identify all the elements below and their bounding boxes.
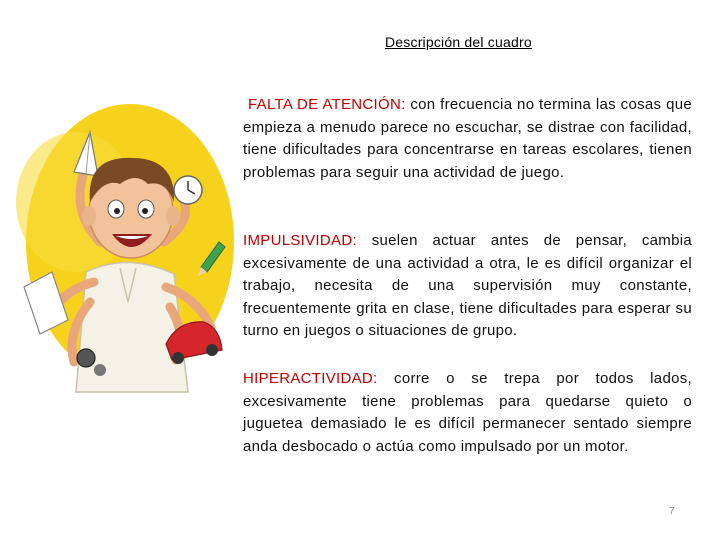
hyperactive-boy-illustration bbox=[16, 92, 242, 402]
section-heading: IMPULSIVIDAD: bbox=[243, 232, 357, 249]
section-heading: FALTA DE ATENCIÓN: bbox=[248, 96, 406, 113]
section-text: corre o se trepa por todos lados, excesivamente tiene problemas para quedarse quieto o juguetea demasiado le es difícil permanecer sentado siempre anda desbocado o actúa como impulsado por un motor. bbox=[243, 370, 692, 455]
page-number: 7 bbox=[669, 506, 675, 517]
page-title: Descripción del cuadro bbox=[385, 34, 532, 50]
section-impulsividad bbox=[243, 230, 692, 343]
section-heading: HIPERACTIVIDAD: bbox=[243, 370, 378, 387]
section-falta-de-atencion bbox=[243, 94, 692, 184]
section-hiperactividad bbox=[243, 368, 692, 458]
section-text: con frecuencia no termina las cosas que empieza a menudo parece no escuchar, se distrae con facilidad, tiene dificultades para concentrarse en tareas escolares, tienen problemas para seguir una actividad de juego. bbox=[243, 96, 692, 181]
section-text: suelen actuar antes de pensar, cambia excesivamente de una actividad a otra, le es difícil organizar el trabajo, necesita de una supervisión muy constante, frecuentemente grita en clase, tiene dificultades para esperar su turno en juegos o situaciones de grupo. bbox=[243, 232, 692, 339]
